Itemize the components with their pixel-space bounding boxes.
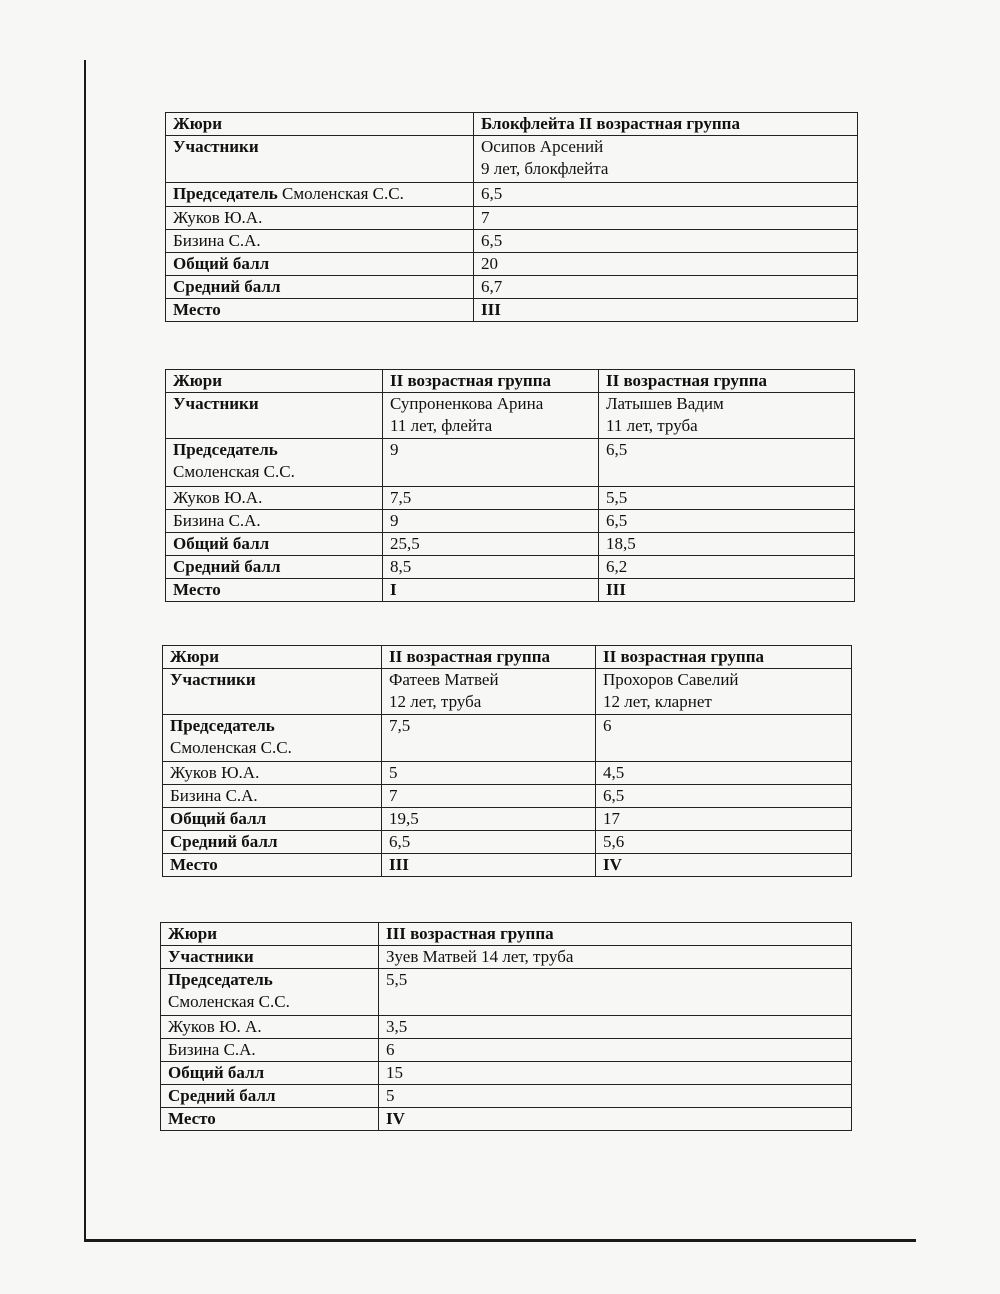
total-label: Общий балл [166, 533, 383, 556]
chair-row [166, 183, 858, 207]
zhukov-row [166, 207, 858, 230]
chair-name: Смоленская С.С. [168, 992, 290, 1011]
bizina-score: 6,5 [599, 510, 855, 533]
participants-label: Участники [163, 669, 382, 715]
average-score: 6,2 [599, 556, 855, 579]
average-row [161, 1085, 852, 1108]
chair-title: Председатель [168, 970, 273, 989]
participant-name: Зуев Матвей 14 лет, труба [379, 946, 852, 969]
bizina-score: 6,5 [596, 785, 852, 808]
group-header: II возрастная группа [596, 646, 852, 669]
place-value: IV [379, 1108, 852, 1131]
participants-row [163, 669, 852, 715]
participant-details: 11 лет, труба [606, 416, 698, 435]
average-label: Средний балл [166, 276, 474, 299]
chair-score: 9 [383, 439, 599, 487]
chair-score: 6,5 [474, 183, 858, 207]
zhukov-row [161, 1016, 852, 1039]
group-header: II возрастная группа [599, 370, 855, 393]
place-value: III [599, 579, 855, 602]
score-table-3 [162, 645, 852, 877]
zhukov-score: 5 [382, 762, 596, 785]
chair-score: 5,5 [379, 969, 852, 1016]
score-table-2 [165, 369, 855, 602]
total-row [163, 808, 852, 831]
zhukov-label: Жуков Ю.А. [163, 762, 382, 785]
chair-name: Смоленская С.С. [282, 184, 404, 203]
average-label: Средний балл [166, 556, 383, 579]
zhukov-score: 7,5 [383, 487, 599, 510]
zhukov-score: 5,5 [599, 487, 855, 510]
average-row [163, 831, 852, 854]
jury-header: Жюри [166, 370, 383, 393]
average-label: Средний балл [163, 831, 382, 854]
total-label: Общий балл [161, 1062, 379, 1085]
participant-cell [382, 669, 596, 715]
place-label: Место [166, 579, 383, 602]
participant-cell [599, 393, 855, 439]
place-value: I [383, 579, 599, 602]
bizina-score: 6 [379, 1039, 852, 1062]
jury-header: Жюри [163, 646, 382, 669]
chair-label [166, 183, 474, 207]
total-score: 19,5 [382, 808, 596, 831]
chair-name: Смоленская С.С. [173, 462, 295, 481]
chair-row [166, 439, 855, 487]
chair-row [163, 715, 852, 762]
header-row [163, 646, 852, 669]
bizina-row [166, 230, 858, 253]
zhukov-score: 4,5 [596, 762, 852, 785]
participant-name: Прохоров Савелий [603, 670, 739, 689]
participant-name: Латышев Вадим [606, 394, 724, 413]
chair-score: 7,5 [382, 715, 596, 762]
average-score: 5,6 [596, 831, 852, 854]
bizina-label: Бизина С.А. [163, 785, 382, 808]
total-score: 25,5 [383, 533, 599, 556]
chair-score: 6,5 [599, 439, 855, 487]
score-table-4 [160, 922, 852, 1131]
participant-name: Супроненкова Арина [390, 394, 544, 413]
average-row [166, 556, 855, 579]
participant-cell [596, 669, 852, 715]
place-label: Место [161, 1108, 379, 1131]
place-value: III [382, 854, 596, 877]
score-table-1 [165, 112, 858, 322]
header-row [166, 113, 858, 136]
participants-row [166, 393, 855, 439]
participant-name: Фатеев Матвей [389, 670, 499, 689]
chair-score: 6 [596, 715, 852, 762]
average-score: 6,5 [382, 831, 596, 854]
participants-label: Участники [166, 136, 474, 183]
chair-label [163, 715, 382, 762]
participant-cell [474, 136, 858, 183]
place-row [161, 1108, 852, 1131]
participants-row [161, 946, 852, 969]
bizina-score: 6,5 [474, 230, 858, 253]
zhukov-label: Жуков Ю.А. [166, 487, 383, 510]
chair-row [161, 969, 852, 1016]
participants-label: Участники [166, 393, 383, 439]
total-row [166, 253, 858, 276]
zhukov-row [163, 762, 852, 785]
place-label: Место [166, 299, 474, 322]
participant-name: Осипов Арсений [481, 137, 604, 156]
place-value: III [474, 299, 858, 322]
average-score: 5 [379, 1085, 852, 1108]
participant-cell [383, 393, 599, 439]
participant-details: 12 лет, труба [389, 692, 482, 711]
bizina-score: 7 [382, 785, 596, 808]
group-header: II возрастная группа [383, 370, 599, 393]
chair-label [166, 439, 383, 487]
zhukov-row [166, 487, 855, 510]
total-row [161, 1062, 852, 1085]
average-score: 6,7 [474, 276, 858, 299]
place-row [166, 579, 855, 602]
participant-details: 11 лет, флейта [390, 416, 493, 435]
total-score: 20 [474, 253, 858, 276]
header-row [166, 370, 855, 393]
bizina-label: Бизина С.А. [166, 230, 474, 253]
zhukov-label: Жуков Ю. А. [161, 1016, 379, 1039]
participant-details: 9 лет, блокфлейта [481, 159, 609, 178]
zhukov-score: 7 [474, 207, 858, 230]
place-row [166, 299, 858, 322]
group-header: Блокфлейта II возрастная группа [474, 113, 858, 136]
participant-details: 12 лет, кларнет [603, 692, 712, 711]
chair-title: Председатель [173, 440, 278, 459]
page-edge-bottom [84, 1239, 916, 1242]
bizina-label: Бизина С.А. [166, 510, 383, 533]
header-row [161, 923, 852, 946]
chair-label [161, 969, 379, 1016]
bizina-row [166, 510, 855, 533]
zhukov-label: Жуков Ю.А. [166, 207, 474, 230]
group-header: III возрастная группа [379, 923, 852, 946]
bizina-row [161, 1039, 852, 1062]
page-edge-left [84, 60, 86, 1242]
bizina-row [163, 785, 852, 808]
bizina-label: Бизина С.А. [161, 1039, 379, 1062]
total-label: Общий балл [166, 253, 474, 276]
total-score: 17 [596, 808, 852, 831]
total-label: Общий балл [163, 808, 382, 831]
chair-title: Председатель [173, 184, 278, 203]
bizina-score: 9 [383, 510, 599, 533]
chair-name: Смоленская С.С. [170, 738, 292, 757]
total-score: 15 [379, 1062, 852, 1085]
participants-label: Участники [161, 946, 379, 969]
participants-row [166, 136, 858, 183]
average-label: Средний балл [161, 1085, 379, 1108]
average-row [166, 276, 858, 299]
place-row [163, 854, 852, 877]
chair-title: Председатель [170, 716, 275, 735]
average-score: 8,5 [383, 556, 599, 579]
group-header: II возрастная группа [382, 646, 596, 669]
jury-header: Жюри [166, 113, 474, 136]
total-score: 18,5 [599, 533, 855, 556]
place-value: IV [596, 854, 852, 877]
jury-header: Жюри [161, 923, 379, 946]
total-row [166, 533, 855, 556]
place-label: Место [163, 854, 382, 877]
zhukov-score: 3,5 [379, 1016, 852, 1039]
